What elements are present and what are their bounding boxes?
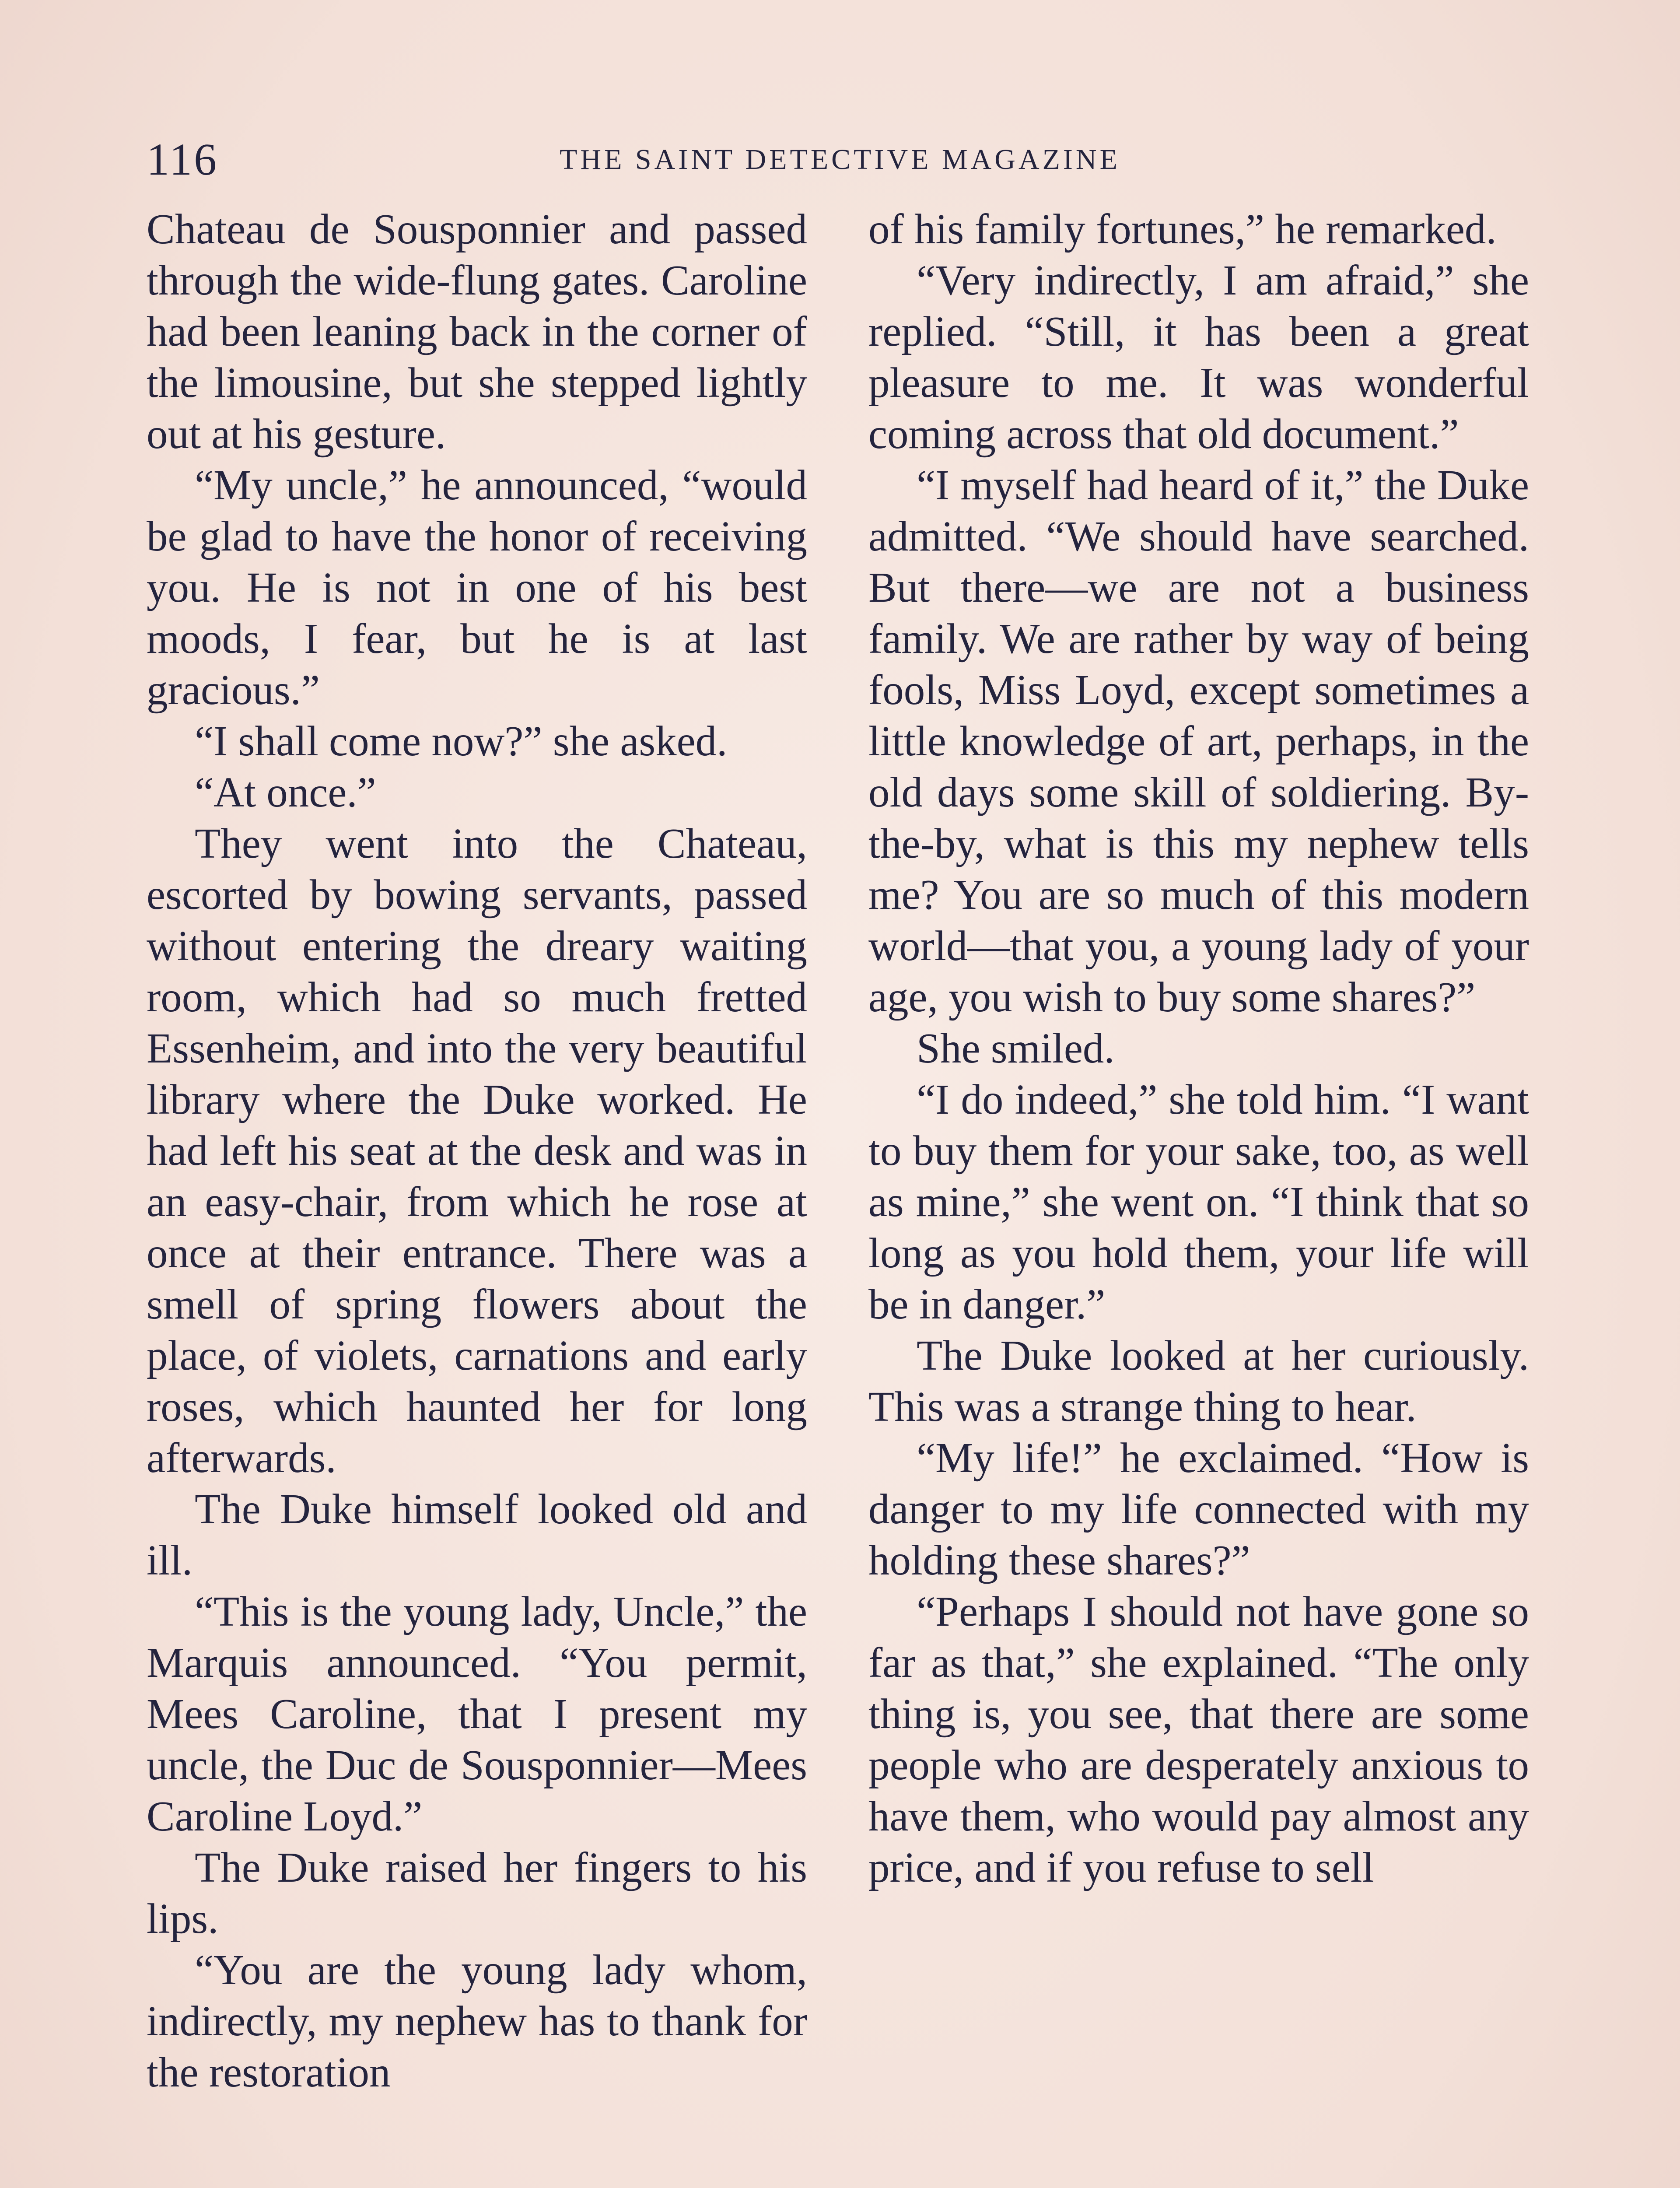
paragraph: Chateau de Sousponnier and passed through the wide-flung gates. Caroline had been leaning back in the corner of the limousine, but she stepped lightly out at his gesture. [147,206,807,457]
running-head [147,131,1533,188]
paragraph: The Duke looked at her curiously. This was a strange thing to hear. [868,1332,1529,1430]
paragraph: The Duke raised her fingers to his lips. [147,1844,807,1942]
page-number: 116 [147,134,219,185]
paragraph: “My uncle,” he announced, “would be glad to have the honor of receiving you. He is not in one of his best moods, I fear, but he is at last gracious.” [147,462,807,713]
magazine-title: THE SAINT DETECTIVE MAGAZINE [560,144,1120,175]
paragraph: She smiled. [917,1025,1115,1072]
text-column-right [868,203,1529,1893]
paragraph: “This is the young lady, Uncle,” the Marquis announced. “You permit, Mees Caroline, that I present my uncle, the Duc de Sousponnier—Mees Caroline Loyd.” [147,1588,807,1840]
paragraph: “Very indirectly, I am afraid,” she replied. “Still, it has been a great pleasure to me. It was wonderful coming across that old document.” [868,257,1529,457]
text-column-left [147,203,807,2098]
paragraph: “You are the young lady whom, indirectly, my nephew has to thank for the restoration [147,1946,807,2096]
paragraph: “I shall come now?” she asked. [195,718,728,764]
paragraph: “I myself had heard of it,” the Duke admitted. “We should have searched. But there—we are not a business family. We are rather by way of being fools, Miss Loyd, except sometimes a little knowledge of art, perhaps, in the old days some skill of soldiering. By-the-by, what is this my nephew tells me? You are so much of this modern world—that you, a young lady of your age, you wish to buy some shares?” [868,462,1529,1020]
paragraph: “Perhaps I should not have gone so far as that,” she explained. “The only thing is, you see, that there are some people who are desperately anxious to have them, who would pay almost any price, and if you refuse to sell [868,1588,1529,1891]
paragraph: “My life!” he exclaimed. “How is danger to my life connected with my holding these shares?” [868,1434,1529,1584]
paragraph: of his family fortunes,” he remarked. [868,206,1497,252]
paragraph: The Duke himself looked old and ill. [147,1486,807,1584]
paragraph: They went into the Chateau, escorted by bowing servants, passed without entering the dreary waiting room, which had so much fretted Essenheim, and into the very beautiful library where the Duke worked. He had left his seat at the desk and was in an easy-chair, from which he rose at once at their entrance. There was a smell of spring flowers about the place, of violets, carnations and early roses, which haunted her for long afterwards. [147,820,807,1481]
paragraph: “At once.” [195,769,376,816]
paragraph: “I do indeed,” she told him. “I want to buy them for your sake, too, as well as mine,” she went on. “I think that so long as you hold them, your life will be in danger.” [868,1076,1529,1328]
